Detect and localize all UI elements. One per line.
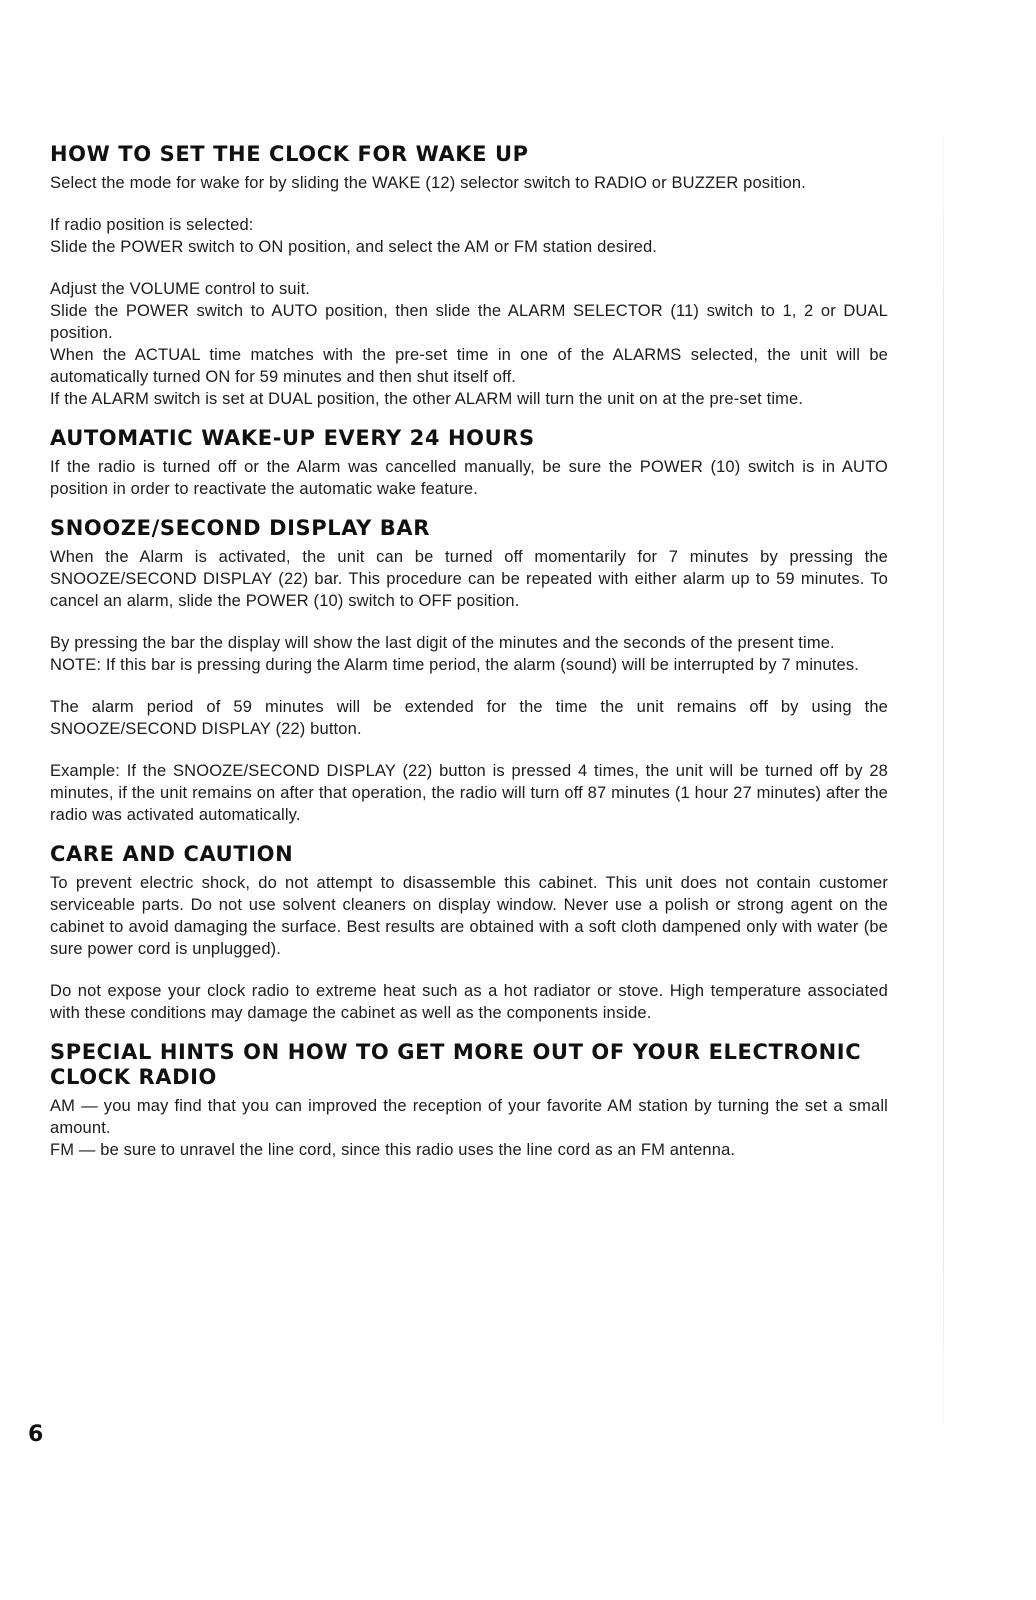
paragraph: Do not expose your clock radio to extreme heat such as a hot radiator or stove. High temperature associated with these conditions may damage the cabinet as well as the components inside.	[50, 982, 888, 1022]
paragraph: By pressing the bar the display will show the last digit of the minutes and the seconds of the present time.	[50, 634, 835, 652]
section-set-clock-wake-up	[50, 142, 888, 410]
paragraph: NOTE: If this bar is pressing during the Alarm time period, the alarm (sound) will be interrupted by 7 minutes.	[50, 656, 859, 674]
page-number: 6	[28, 1422, 44, 1447]
paragraph: Slide the POWER switch to ON position, and select the AM or FM station desired.	[50, 238, 658, 256]
section-heading: HOW TO SET THE CLOCK FOR WAKE UP	[50, 142, 529, 166]
section-heading: AUTOMATIC WAKE-UP EVERY 24 HOURS	[50, 426, 535, 450]
paragraph: When the Alarm is activated, the unit can be turned off momentarily for 7 minutes by pressing the SNOOZE/SECOND DISPLAY (22) bar. This procedure can be repeated with either alarm up to 59 minutes. To cancel an alarm, slide the POWER (10) switch to OFF position.	[50, 548, 888, 610]
manual-page	[50, 142, 888, 1161]
scan-edge-shadow	[943, 100, 944, 1460]
paragraph: The alarm period of 59 minutes will be extended for the time the unit remains off by using the SNOOZE/SECOND DISPLAY (22) button.	[50, 698, 888, 738]
section-snooze-second-display-bar	[50, 516, 888, 826]
paragraph: To prevent electric shock, do not attempt to disassemble this cabinet. This unit does not contain customer serviceable parts. Do not use solvent cleaners on display window. Never use a polish or strong agent on the cabinet to avoid damaging the surface. Best results are obtained with a soft cloth dampened only with water (be sure power cord is unplugged).	[50, 874, 888, 958]
section-heading: SPECIAL HINTS ON HOW TO GET MORE OUT OF YOUR ELECTRONIC CLOCK RADIO	[50, 1040, 862, 1089]
paragraph: FM — be sure to unravel the line cord, since this radio uses the line cord as an FM antenna.	[50, 1141, 736, 1159]
paragraph: If the radio is turned off or the Alarm was cancelled manually, be sure the POWER (10) switch is in AUTO position in order to reactivate the automatic wake feature.	[50, 458, 888, 498]
paragraph: AM — you may find that you can improved the reception of your favorite AM station by turning the set a small amount.	[50, 1097, 888, 1137]
section-automatic-wake-up	[50, 426, 888, 500]
section-heading: SNOOZE/SECOND DISPLAY BAR	[50, 516, 431, 540]
paragraph: Select the mode for wake for by sliding the WAKE (12) selector switch to RADIO or BUZZER position.	[50, 174, 806, 192]
paragraph: If radio position is selected:	[50, 216, 254, 234]
paragraph: If the ALARM switch is set at DUAL position, the other ALARM will turn the unit on at the pre-set time.	[50, 390, 804, 408]
section-care-and-caution	[50, 842, 888, 1024]
paragraph: Example: If the SNOOZE/SECOND DISPLAY (22) button is pressed 4 times, the unit will be turned off by 28 minutes, if the unit remains on after that operation, the radio will turn off 87 minutes (1 hour 27 minutes) after the radio was activated automatically.	[50, 762, 888, 824]
section-heading: CARE AND CAUTION	[50, 842, 294, 866]
paragraph: When the ACTUAL time matches with the pre-set time in one of the ALARMS selected, the unit will be automatically turned ON for 59 minutes and then shut itself off.	[50, 346, 888, 386]
paragraph: Adjust the VOLUME control to suit.	[50, 280, 311, 298]
paragraph: Slide the POWER switch to AUTO position, then slide the ALARM SELECTOR (11) switch to 1, 2 or DUAL position.	[50, 302, 888, 342]
section-special-hints	[50, 1040, 888, 1161]
